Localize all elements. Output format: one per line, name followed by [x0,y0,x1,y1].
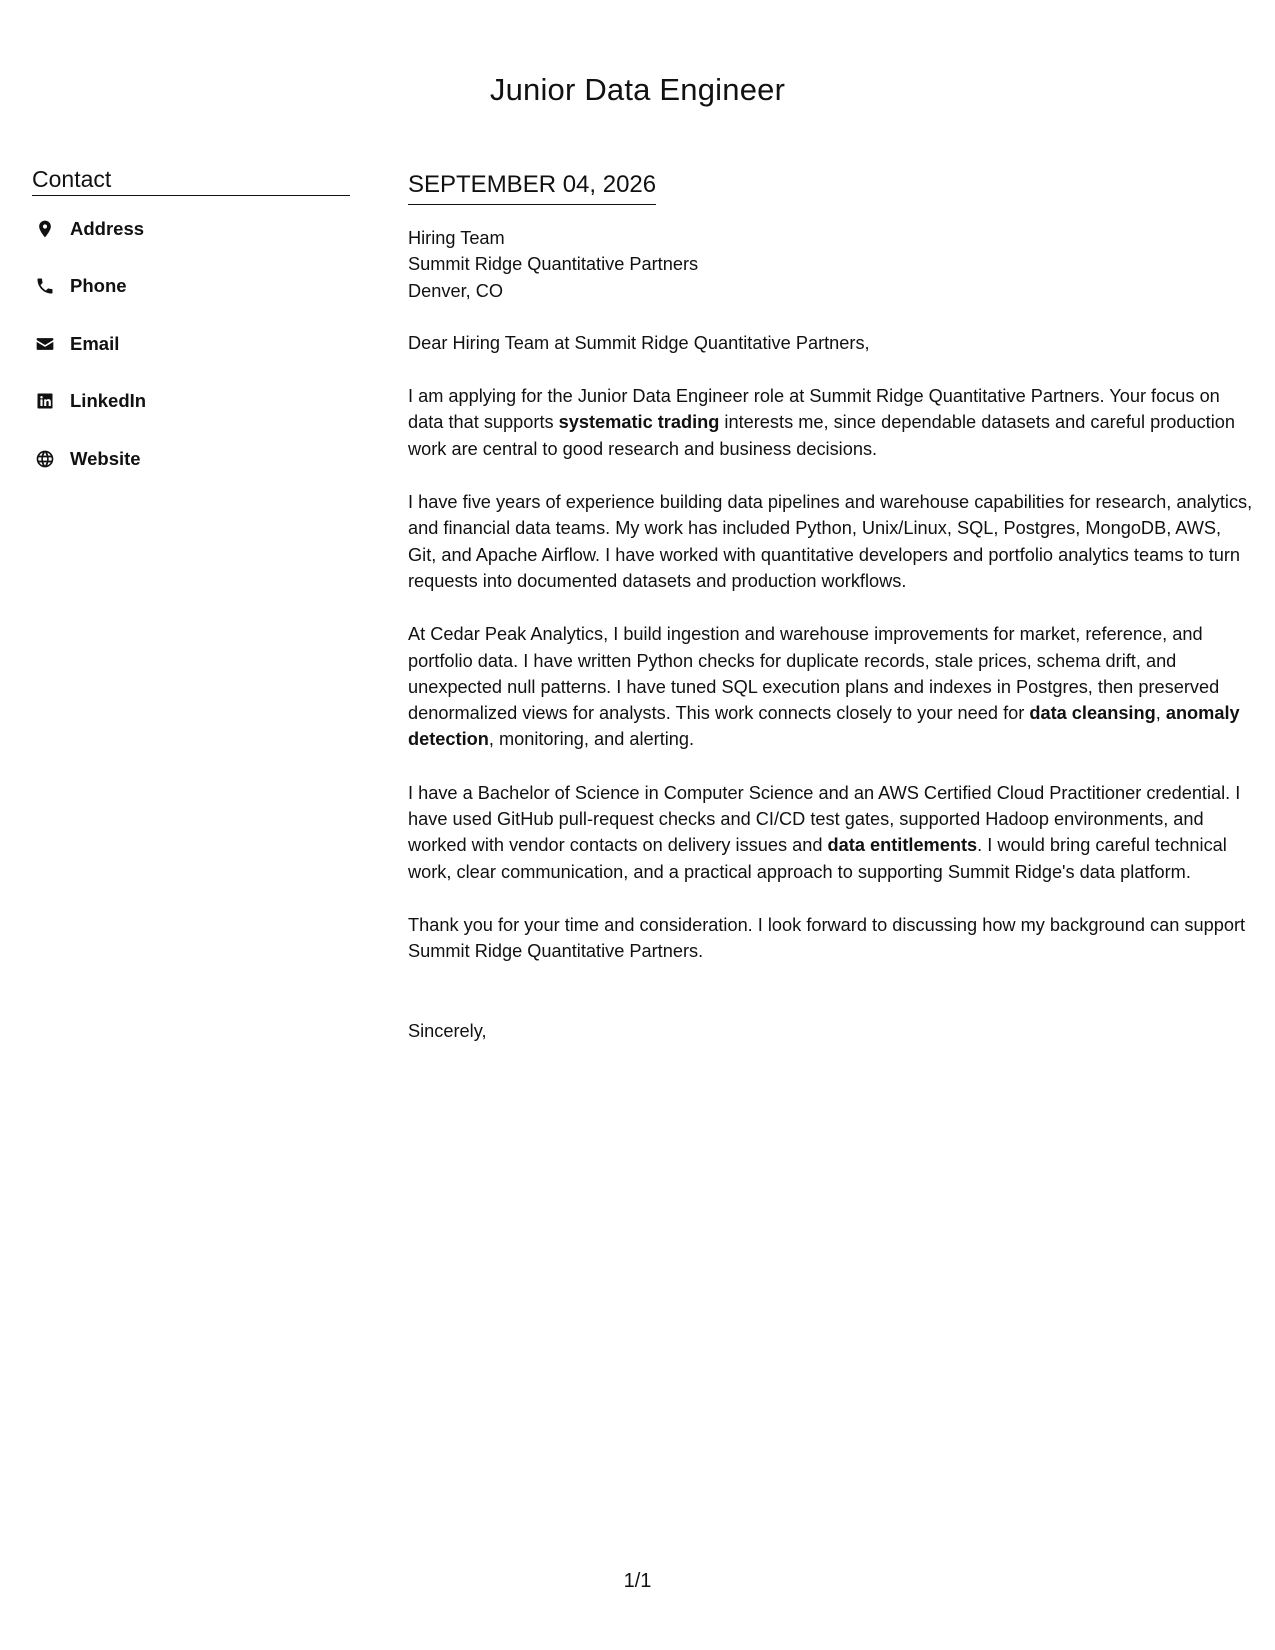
recipient-block [408,225,1253,304]
contact-item-website[interactable] [32,430,350,488]
contact-sidebar [32,166,350,488]
paragraph-text: At Cedar Peak Analytics, I build ingestion and warehouse improvements for market, reference, and portfolio data. I have written Python checks for duplicate records, stale prices, schema drift, and unexpected null patterns. I have tuned SQL execution plans and indexes in Postgres, then preserved denormalized views for analysts. This work connects closely to your need for [408,624,1220,724]
recipient-line: Summit Ridge Quantitative Partners [408,254,699,275]
paragraph-4 [408,780,1253,885]
bold-keyword: systematic trading [558,412,720,433]
signoff: Sincerely, [408,1020,487,1041]
letter-date: SEPTEMBER 04, 2026 [408,170,656,205]
bold-keyword: data entitlements [827,835,978,856]
envelope-icon [34,333,56,355]
contact-item-email[interactable] [32,315,350,373]
contact-item-label: Email [70,332,120,354]
paragraph-1 [408,383,1253,462]
paragraph-2: I have five years of experience building data pipelines and warehouse capabilities for research, analytics, and financial data teams. My work has included Python, Unix/Linux, SQL, Postgres, MongoDB, AWS, Git, and Apache Airflow. I have worked with quantitative developers and portfolio analytics teams to turn requests into documented datasets and production workflows. [408,492,1253,591]
contact-item-address[interactable] [32,200,350,258]
paragraph-text: I am applying for the Junior Data Engineer role at Summit Ridge Quantitative Partners. Your focus on data that supports [408,386,1220,433]
recipient-line: Denver, CO [408,280,504,301]
paragraph-text: , [1155,703,1166,724]
bold-keyword: data cleansing [1029,703,1156,724]
letter-body [408,170,1253,1044]
page-number: 1/1 [623,1570,652,1592]
paragraph-text: I have a Bachelor of Science in Computer Science and an AWS Certified Cloud Practitioner credential. I have used GitHub pull-request checks and CI/CD test gates, supported Hadoop environments, and worked with vendor contacts on delivery issues and [408,782,1241,856]
contact-item-label: Address [70,217,145,239]
contact-heading: Contact [32,166,350,196]
paragraph-text: interests me, since dependable datasets and careful production work are central to good research and business decisions. [408,412,1236,459]
contact-item-label: LinkedIn [70,390,147,412]
contact-item-label: Website [70,447,141,469]
contact-item-label: Phone [70,275,127,297]
paragraph-5: Thank you for your time and consideration. I look forward to discussing how my background can support Summit Ridge Quantitative Partners. [408,914,1246,962]
contact-list [32,200,350,488]
map-pin-icon [34,218,56,240]
phone-icon [34,275,56,297]
paragraph-text: . I would bring careful technical work, clear communication, and a practical approach to supporting Summit Ridge's data platform. [408,835,1227,882]
linkedin-icon [34,390,56,412]
recipient-line: Hiring Team [408,228,505,248]
paragraph-text: , monitoring, and alerting. [488,729,695,750]
contact-item-linkedin[interactable] [32,373,350,431]
bold-keyword: anomaly detection [408,703,1240,750]
paragraph-3 [408,621,1253,752]
page-title: Junior Data Engineer [489,72,786,107]
globe-icon [34,448,56,470]
salutation: Dear Hiring Team at Summit Ridge Quantitative Partners, [408,332,870,353]
contact-item-phone[interactable] [32,258,350,316]
